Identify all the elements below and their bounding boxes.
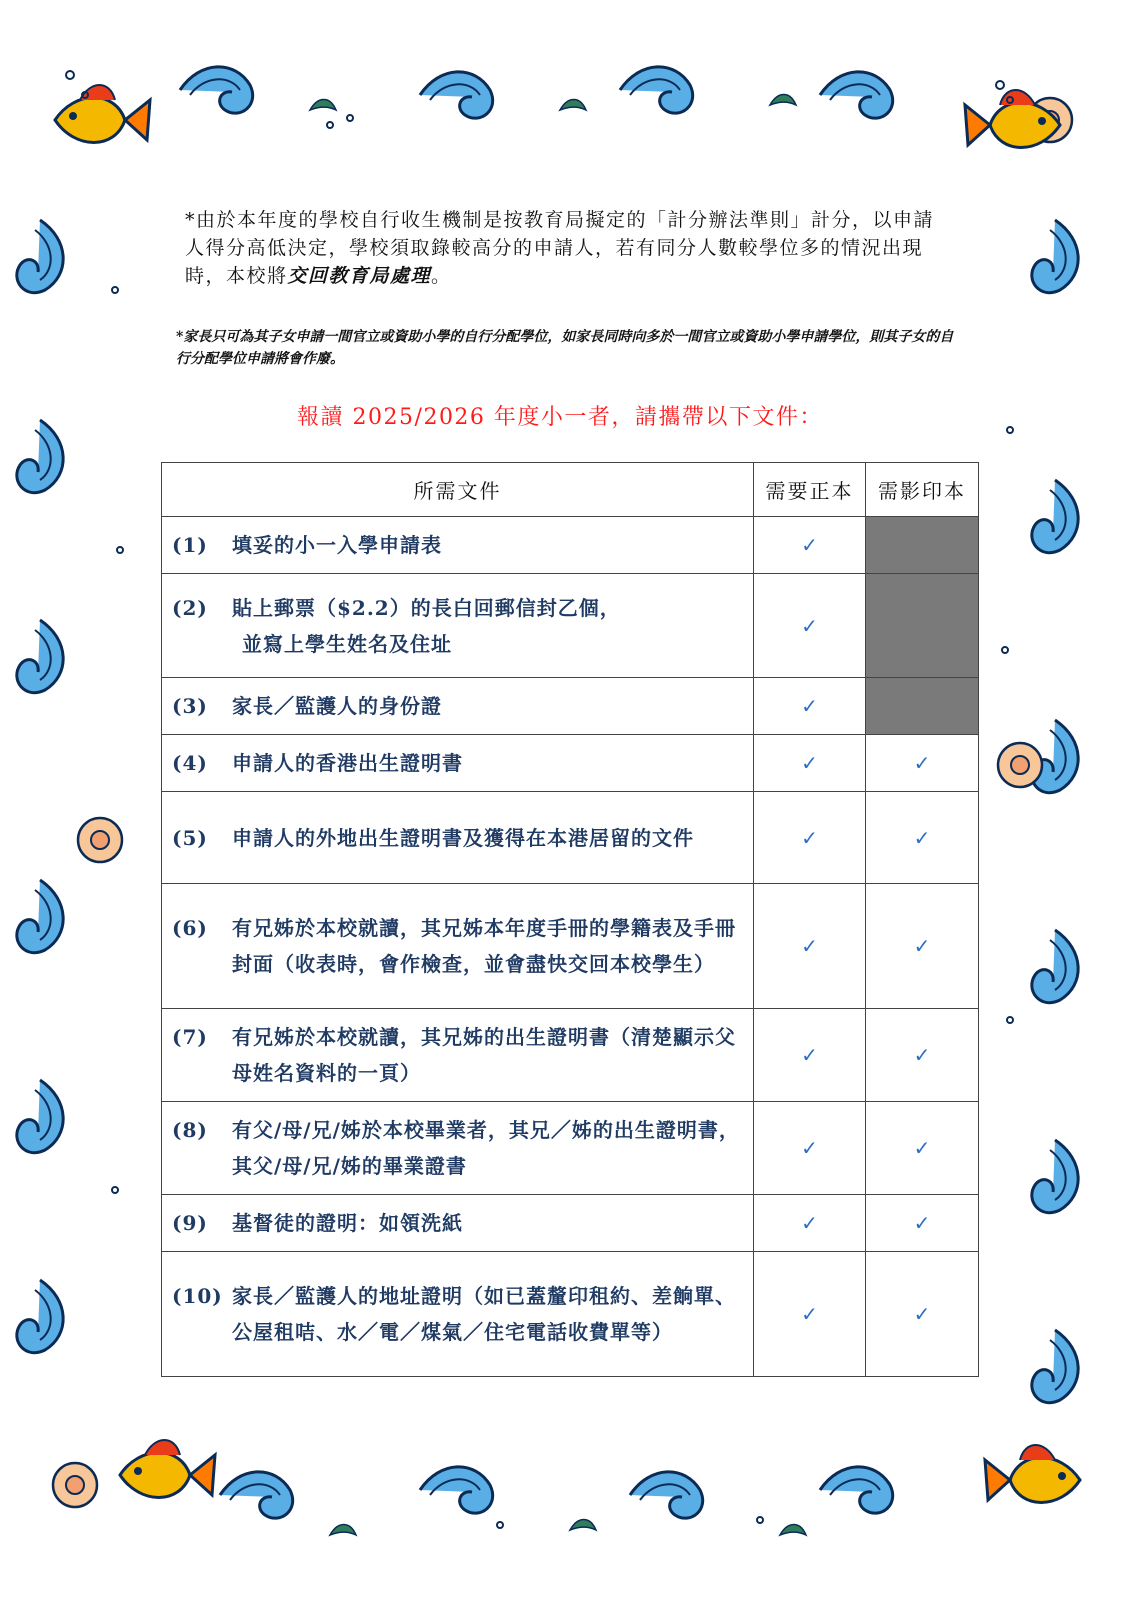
row-document: 家長／監護人的地址證明（如已蓋釐印租約、差餉單、公屋租咭、水／電／煤氣／住宅電話收費單等） xyxy=(232,1284,736,1344)
row-number: (8) xyxy=(172,1118,208,1142)
table-header-row xyxy=(162,463,979,517)
copy-check: ✓ xyxy=(866,735,979,792)
table-row xyxy=(162,574,979,678)
copy-check: ✓ xyxy=(866,1009,979,1102)
row-document-line2: 並寫上學生姓名及住址 xyxy=(242,631,452,656)
original-check: ✓ xyxy=(754,735,866,792)
table-row xyxy=(162,517,979,574)
selection-criteria-note xyxy=(185,206,950,290)
original-check: ✓ xyxy=(754,1195,866,1252)
row-document: 申請人的香港出生證明書 xyxy=(232,751,463,775)
required-documents-table xyxy=(161,462,979,1377)
row-number: (3) xyxy=(172,694,208,718)
row-number: (7) xyxy=(172,1025,208,1049)
row-number: (6) xyxy=(172,916,208,940)
note1-text: *由於本年度的學校自行收生機制是按教育局擬定的「計分辦法準則」計分，以申請人得分高低決定，學校須取錄較高分的申請人，若有同分人數較學位多的情況出現時，本校將 xyxy=(185,209,935,287)
copy-check: ✓ xyxy=(866,1252,979,1377)
copy-check: ✓ xyxy=(866,792,979,884)
table-row xyxy=(162,1195,979,1252)
row-number: (5) xyxy=(172,825,208,850)
row-number: (4) xyxy=(172,751,208,775)
row-number: (10) xyxy=(172,1284,223,1308)
single-application-note: *家長只可為其子女申請一間官立或資助小學的自行分配學位，如家長同時向多於一間官立或資助小學申請學位，則其子女的自行分配學位申請將會作廢。 xyxy=(176,329,954,367)
row-document: 有兄姊於本校就讀，其兄姊本年度手冊的學籍表及手冊封面（收表時，會作檢查，並會盡快交回本校學生） xyxy=(232,916,736,976)
row-number: (1) xyxy=(172,533,208,557)
table-row xyxy=(162,1009,979,1102)
note1-end: 。 xyxy=(431,265,452,287)
header-original: 需要正本 xyxy=(754,463,866,517)
row-document: 有父/母/兄/姊於本校畢業者，其兄／姊的出生證明書，其父/母/兄/姊的畢業證書 xyxy=(232,1118,740,1178)
row-document: 基督徒的證明：如領洗紙 xyxy=(232,1211,463,1235)
table-row xyxy=(162,792,979,884)
table-row xyxy=(162,1102,979,1195)
original-check: ✓ xyxy=(754,574,866,678)
copy-not-applicable xyxy=(866,517,979,574)
row-number: (9) xyxy=(172,1211,208,1235)
original-check: ✓ xyxy=(754,678,866,735)
table-row xyxy=(162,1252,979,1377)
table-row xyxy=(162,678,979,735)
copy-check: ✓ xyxy=(866,1195,979,1252)
row-document: 家長／監護人的身份證 xyxy=(232,694,442,718)
note1-emphasis: 交回教育局處理 xyxy=(287,265,432,287)
table-row xyxy=(162,735,979,792)
original-check: ✓ xyxy=(754,1009,866,1102)
header-documents: 所需文件 xyxy=(162,463,754,517)
row-document: 有兄姊於本校就讀，其兄姊的出生證明書（清楚顯示父母姓名資料的一頁） xyxy=(232,1025,736,1085)
original-check: ✓ xyxy=(754,1102,866,1195)
original-check: ✓ xyxy=(754,517,866,574)
copy-check: ✓ xyxy=(866,1102,979,1195)
row-document: 申請人的外地出生證明書及獲得在本港居留的文件 xyxy=(232,825,694,850)
row-document: 貼上郵票（$2.2）的長白回郵信封乙個， xyxy=(232,595,621,620)
copy-not-applicable xyxy=(866,678,979,735)
table-row xyxy=(162,884,979,1009)
copy-not-applicable xyxy=(866,574,979,678)
copy-check: ✓ xyxy=(866,884,979,1009)
original-check: ✓ xyxy=(754,884,866,1009)
original-check: ✓ xyxy=(754,792,866,884)
original-check: ✓ xyxy=(754,1252,866,1377)
documents-heading: 報讀 2025/2026 年度小一者，請攜帶以下文件： xyxy=(297,405,823,430)
header-copy: 需影印本 xyxy=(866,463,979,517)
row-number: (2) xyxy=(172,595,208,620)
row-document: 填妥的小一入學申請表 xyxy=(232,533,442,557)
